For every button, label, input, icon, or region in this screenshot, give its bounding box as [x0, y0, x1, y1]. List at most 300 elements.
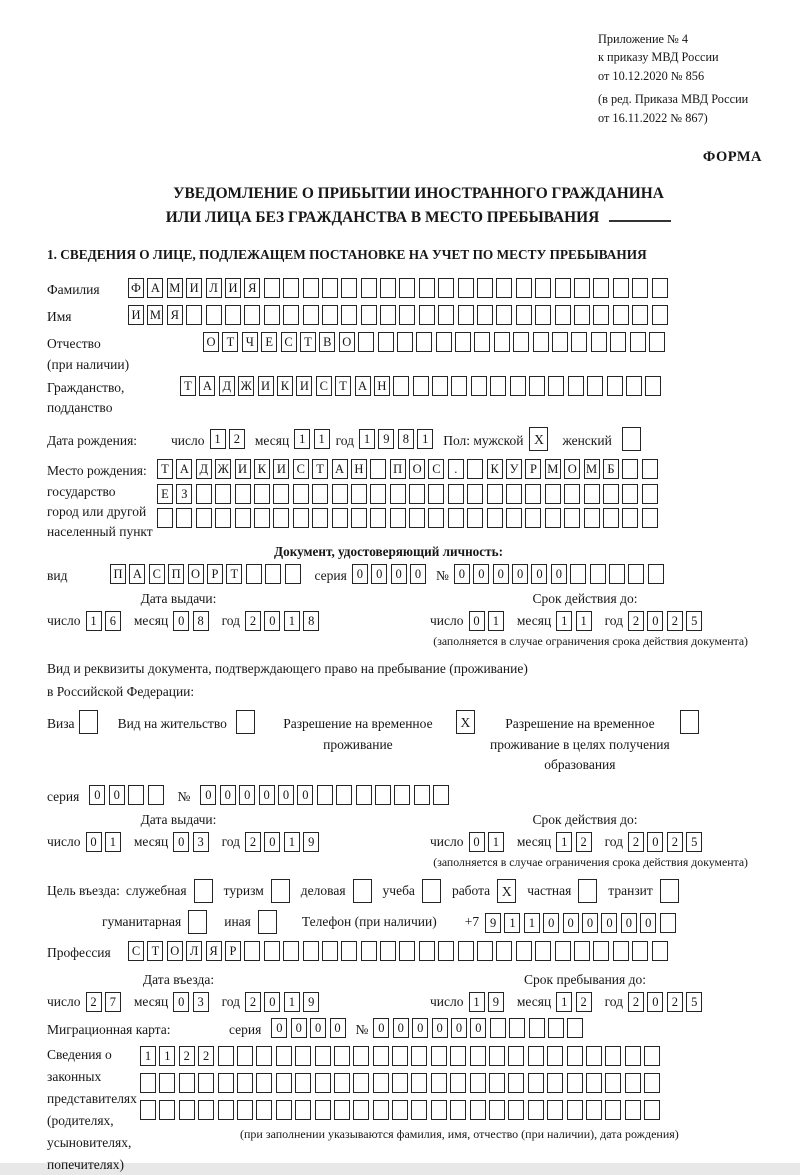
- char-cell[interactable]: [644, 1100, 660, 1120]
- char-cell[interactable]: 1: [105, 832, 121, 852]
- char-cell[interactable]: 9: [485, 913, 501, 933]
- char-cell[interactable]: [392, 1046, 408, 1066]
- char-cell[interactable]: 0: [264, 832, 280, 852]
- char-cell[interactable]: 0: [393, 1018, 409, 1038]
- char-cell[interactable]: [451, 376, 467, 396]
- char-cell[interactable]: [264, 278, 280, 298]
- char-cell[interactable]: [593, 305, 609, 325]
- char-cell[interactable]: 0: [582, 913, 598, 933]
- char-cell[interactable]: 2: [628, 611, 644, 631]
- valid-year-cells[interactable]: [628, 611, 702, 631]
- char-cell[interactable]: 0: [109, 785, 125, 805]
- char-cell[interactable]: Т: [312, 459, 328, 479]
- char-cell[interactable]: [516, 941, 532, 961]
- char-cell[interactable]: 1: [284, 611, 300, 631]
- char-cell[interactable]: [411, 1100, 427, 1120]
- char-cell[interactable]: [332, 508, 348, 528]
- char-cell[interactable]: [283, 941, 299, 961]
- char-cell[interactable]: [529, 1018, 545, 1038]
- char-cell[interactable]: 0: [173, 832, 189, 852]
- char-cell[interactable]: [494, 332, 510, 352]
- char-cell[interactable]: А: [129, 564, 145, 584]
- char-cell[interactable]: О: [339, 332, 355, 352]
- char-cell[interactable]: Д: [219, 376, 235, 396]
- char-cell[interactable]: 1: [140, 1046, 156, 1066]
- char-cell[interactable]: [613, 941, 629, 961]
- char-cell[interactable]: [529, 376, 545, 396]
- sex-male-checkbox[interactable]: [529, 427, 548, 451]
- purpose-transit-checkbox[interactable]: [660, 879, 679, 903]
- char-cell[interactable]: Т: [180, 376, 196, 396]
- char-cell[interactable]: [438, 941, 454, 961]
- char-cell[interactable]: [496, 278, 512, 298]
- profession-cells[interactable]: [128, 941, 668, 961]
- char-cell[interactable]: [605, 1100, 621, 1120]
- char-cell[interactable]: 0: [531, 564, 547, 584]
- char-cell[interactable]: [419, 278, 435, 298]
- representatives-row3-cells[interactable]: [140, 1100, 679, 1120]
- char-cell[interactable]: 1: [284, 992, 300, 1012]
- char-cell[interactable]: [196, 484, 212, 504]
- char-cell[interactable]: [625, 1046, 641, 1066]
- char-cell[interactable]: [574, 305, 590, 325]
- char-cell[interactable]: 0: [239, 785, 255, 805]
- char-cell[interactable]: [587, 376, 603, 396]
- char-cell[interactable]: [416, 332, 432, 352]
- char-cell[interactable]: 0: [391, 564, 407, 584]
- char-cell[interactable]: [652, 941, 668, 961]
- char-cell[interactable]: [564, 508, 580, 528]
- char-cell[interactable]: [256, 1073, 272, 1093]
- char-cell[interactable]: [571, 332, 587, 352]
- char-cell[interactable]: [477, 941, 493, 961]
- char-cell[interactable]: [276, 1100, 292, 1120]
- char-cell[interactable]: [390, 508, 406, 528]
- char-cell[interactable]: 0: [647, 611, 663, 631]
- char-cell[interactable]: С: [149, 564, 165, 584]
- char-cell[interactable]: X: [529, 427, 548, 451]
- char-cell[interactable]: [470, 1073, 486, 1093]
- char-cell[interactable]: [179, 1100, 195, 1120]
- migration-number-cells[interactable]: [373, 1018, 583, 1038]
- edu-permit-checkbox[interactable]: [680, 710, 699, 734]
- char-cell[interactable]: [315, 1046, 331, 1066]
- char-cell[interactable]: [591, 332, 607, 352]
- residence-valid-year-cells[interactable]: [628, 832, 702, 852]
- char-cell[interactable]: И: [225, 278, 241, 298]
- char-cell[interactable]: [438, 305, 454, 325]
- char-cell[interactable]: А: [147, 278, 163, 298]
- char-cell[interactable]: Е: [157, 484, 173, 504]
- char-cell[interactable]: [471, 376, 487, 396]
- patronymic-cells[interactable]: [203, 332, 665, 352]
- char-cell[interactable]: Т: [300, 332, 316, 352]
- char-cell[interactable]: [303, 305, 319, 325]
- char-cell[interactable]: [660, 879, 679, 903]
- char-cell[interactable]: [244, 941, 260, 961]
- char-cell[interactable]: [513, 332, 529, 352]
- char-cell[interactable]: Н: [374, 376, 390, 396]
- char-cell[interactable]: [632, 941, 648, 961]
- char-cell[interactable]: 6: [105, 611, 121, 631]
- birth-place-row1-cells[interactable]: [157, 459, 658, 479]
- char-cell[interactable]: [490, 1018, 506, 1038]
- char-cell[interactable]: 1: [488, 611, 504, 631]
- char-cell[interactable]: [613, 305, 629, 325]
- char-cell[interactable]: [351, 508, 367, 528]
- char-cell[interactable]: А: [355, 376, 371, 396]
- char-cell[interactable]: [380, 278, 396, 298]
- char-cell[interactable]: [525, 508, 541, 528]
- char-cell[interactable]: Т: [157, 459, 173, 479]
- char-cell[interactable]: [626, 376, 642, 396]
- char-cell[interactable]: 8: [193, 611, 209, 631]
- char-cell[interactable]: [276, 1073, 292, 1093]
- migration-series-cells[interactable]: [271, 1018, 345, 1038]
- char-cell[interactable]: [317, 785, 333, 805]
- char-cell[interactable]: [535, 305, 551, 325]
- char-cell[interactable]: [264, 941, 280, 961]
- char-cell[interactable]: [128, 785, 144, 805]
- char-cell[interactable]: [568, 376, 584, 396]
- doc-number-cells[interactable]: [454, 564, 664, 584]
- char-cell[interactable]: [642, 459, 658, 479]
- char-cell[interactable]: [322, 305, 338, 325]
- birth-day-cells[interactable]: [210, 429, 245, 449]
- char-cell[interactable]: [448, 484, 464, 504]
- char-cell[interactable]: 2: [245, 992, 261, 1012]
- char-cell[interactable]: [496, 305, 512, 325]
- char-cell[interactable]: [334, 1100, 350, 1120]
- char-cell[interactable]: [315, 1073, 331, 1093]
- char-cell[interactable]: [467, 508, 483, 528]
- char-cell[interactable]: [477, 305, 493, 325]
- citizenship-cells[interactable]: [180, 376, 661, 396]
- char-cell[interactable]: [361, 305, 377, 325]
- valid-month-cells[interactable]: [556, 611, 591, 631]
- char-cell[interactable]: [570, 564, 586, 584]
- char-cell[interactable]: О: [203, 332, 219, 352]
- char-cell[interactable]: [458, 941, 474, 961]
- char-cell[interactable]: [334, 1073, 350, 1093]
- char-cell[interactable]: 0: [469, 611, 485, 631]
- char-cell[interactable]: [293, 508, 309, 528]
- char-cell[interactable]: [392, 1100, 408, 1120]
- char-cell[interactable]: Я: [167, 305, 183, 325]
- char-cell[interactable]: А: [332, 459, 348, 479]
- char-cell[interactable]: [295, 1100, 311, 1120]
- representatives-row2-cells[interactable]: [140, 1073, 679, 1093]
- char-cell[interactable]: 0: [469, 832, 485, 852]
- char-cell[interactable]: Л: [206, 278, 222, 298]
- char-cell[interactable]: [605, 1073, 621, 1093]
- char-cell[interactable]: 1: [359, 429, 375, 449]
- char-cell[interactable]: 0: [200, 785, 216, 805]
- char-cell[interactable]: Л: [186, 941, 202, 961]
- birth-place-row3-cells[interactable]: [157, 508, 658, 528]
- char-cell[interactable]: [140, 1100, 156, 1120]
- char-cell[interactable]: 0: [621, 913, 637, 933]
- char-cell[interactable]: Я: [206, 941, 222, 961]
- purpose-tourism-checkbox[interactable]: [271, 879, 290, 903]
- char-cell[interactable]: [436, 332, 452, 352]
- char-cell[interactable]: [574, 278, 590, 298]
- char-cell[interactable]: [567, 1046, 583, 1066]
- char-cell[interactable]: 0: [86, 832, 102, 852]
- char-cell[interactable]: Р: [225, 941, 241, 961]
- char-cell[interactable]: [548, 376, 564, 396]
- char-cell[interactable]: 0: [264, 992, 280, 1012]
- char-cell[interactable]: [642, 508, 658, 528]
- char-cell[interactable]: [390, 484, 406, 504]
- char-cell[interactable]: [276, 1046, 292, 1066]
- char-cell[interactable]: С: [428, 459, 444, 479]
- char-cell[interactable]: 1: [86, 611, 102, 631]
- char-cell[interactable]: [373, 1046, 389, 1066]
- char-cell[interactable]: 8: [398, 429, 414, 449]
- residence-permit-checkbox[interactable]: [236, 710, 255, 734]
- char-cell[interactable]: [225, 305, 241, 325]
- char-cell[interactable]: [528, 1046, 544, 1066]
- char-cell[interactable]: [652, 278, 668, 298]
- char-cell[interactable]: [433, 785, 449, 805]
- char-cell[interactable]: [467, 459, 483, 479]
- char-cell[interactable]: [413, 376, 429, 396]
- char-cell[interactable]: И: [296, 376, 312, 396]
- char-cell[interactable]: [567, 1018, 583, 1038]
- char-cell[interactable]: [215, 484, 231, 504]
- char-cell[interactable]: Ф: [128, 278, 144, 298]
- char-cell[interactable]: С: [293, 459, 309, 479]
- char-cell[interactable]: 1: [556, 992, 572, 1012]
- char-cell[interactable]: [680, 710, 699, 734]
- char-cell[interactable]: [411, 1073, 427, 1093]
- char-cell[interactable]: [422, 879, 441, 903]
- char-cell[interactable]: [574, 941, 590, 961]
- char-cell[interactable]: [351, 484, 367, 504]
- char-cell[interactable]: [431, 1073, 447, 1093]
- char-cell[interactable]: [590, 564, 606, 584]
- char-cell[interactable]: [353, 1073, 369, 1093]
- char-cell[interactable]: [545, 484, 561, 504]
- char-cell[interactable]: С: [316, 376, 332, 396]
- char-cell[interactable]: [273, 484, 289, 504]
- char-cell[interactable]: [535, 941, 551, 961]
- char-cell[interactable]: И: [258, 376, 274, 396]
- char-cell[interactable]: [645, 376, 661, 396]
- char-cell[interactable]: 2: [229, 429, 245, 449]
- char-cell[interactable]: [295, 1046, 311, 1066]
- char-cell[interactable]: 0: [647, 832, 663, 852]
- char-cell[interactable]: [254, 508, 270, 528]
- char-cell[interactable]: [159, 1073, 175, 1093]
- residence-valid-month-cells[interactable]: [556, 832, 591, 852]
- char-cell[interactable]: 8: [303, 611, 319, 631]
- char-cell[interactable]: [578, 879, 597, 903]
- char-cell[interactable]: [312, 484, 328, 504]
- char-cell[interactable]: [198, 1100, 214, 1120]
- residence-issued-month-cells[interactable]: [173, 832, 208, 852]
- char-cell[interactable]: [660, 913, 676, 933]
- char-cell[interactable]: 0: [271, 1018, 287, 1038]
- char-cell[interactable]: [593, 278, 609, 298]
- char-cell[interactable]: 9: [303, 992, 319, 1012]
- char-cell[interactable]: 0: [352, 564, 368, 584]
- char-cell[interactable]: [370, 484, 386, 504]
- char-cell[interactable]: [419, 941, 435, 961]
- char-cell[interactable]: [552, 332, 568, 352]
- char-cell[interactable]: Н: [351, 459, 367, 479]
- char-cell[interactable]: 2: [667, 992, 683, 1012]
- char-cell[interactable]: [438, 278, 454, 298]
- char-cell[interactable]: [353, 1046, 369, 1066]
- char-cell[interactable]: [206, 305, 222, 325]
- char-cell[interactable]: [605, 1046, 621, 1066]
- char-cell[interactable]: И: [235, 459, 251, 479]
- char-cell[interactable]: Ч: [242, 332, 258, 352]
- char-cell[interactable]: [254, 484, 270, 504]
- char-cell[interactable]: 1: [284, 832, 300, 852]
- char-cell[interactable]: [283, 278, 299, 298]
- char-cell[interactable]: Ж: [238, 376, 254, 396]
- stay-until-day-cells[interactable]: [469, 992, 504, 1012]
- char-cell[interactable]: [625, 1073, 641, 1093]
- char-cell[interactable]: [586, 1100, 602, 1120]
- char-cell[interactable]: П: [110, 564, 126, 584]
- char-cell[interactable]: 1: [504, 913, 520, 933]
- char-cell[interactable]: [353, 879, 372, 903]
- char-cell[interactable]: Р: [207, 564, 223, 584]
- visa-checkbox[interactable]: [79, 710, 98, 734]
- char-cell[interactable]: [652, 305, 668, 325]
- char-cell[interactable]: [470, 1046, 486, 1066]
- char-cell[interactable]: [431, 1046, 447, 1066]
- char-cell[interactable]: [378, 332, 394, 352]
- char-cell[interactable]: 1: [314, 429, 330, 449]
- char-cell[interactable]: 5: [686, 611, 702, 631]
- char-cell[interactable]: [341, 941, 357, 961]
- char-cell[interactable]: М: [167, 278, 183, 298]
- char-cell[interactable]: Ж: [215, 459, 231, 479]
- char-cell[interactable]: 0: [220, 785, 236, 805]
- char-cell[interactable]: 0: [297, 785, 313, 805]
- char-cell[interactable]: [450, 1100, 466, 1120]
- char-cell[interactable]: 2: [667, 832, 683, 852]
- issued-month-cells[interactable]: [173, 611, 208, 631]
- char-cell[interactable]: [644, 1073, 660, 1093]
- char-cell[interactable]: [477, 278, 493, 298]
- char-cell[interactable]: [567, 1100, 583, 1120]
- char-cell[interactable]: [176, 508, 192, 528]
- char-cell[interactable]: О: [188, 564, 204, 584]
- char-cell[interactable]: [393, 376, 409, 396]
- entry-month-cells[interactable]: [173, 992, 208, 1012]
- char-cell[interactable]: [593, 941, 609, 961]
- char-cell[interactable]: 0: [543, 913, 559, 933]
- char-cell[interactable]: [508, 1046, 524, 1066]
- char-cell[interactable]: 0: [371, 564, 387, 584]
- char-cell[interactable]: Е: [261, 332, 277, 352]
- char-cell[interactable]: [273, 508, 289, 528]
- char-cell[interactable]: А: [199, 376, 215, 396]
- char-cell[interactable]: [632, 278, 648, 298]
- char-cell[interactable]: М: [584, 459, 600, 479]
- valid-day-cells[interactable]: [469, 611, 504, 631]
- char-cell[interactable]: 3: [193, 992, 209, 1012]
- char-cell[interactable]: [458, 305, 474, 325]
- char-cell[interactable]: 9: [303, 832, 319, 852]
- char-cell[interactable]: 2: [245, 611, 261, 631]
- char-cell[interactable]: [586, 1046, 602, 1066]
- char-cell[interactable]: [186, 305, 202, 325]
- char-cell[interactable]: У: [506, 459, 522, 479]
- char-cell[interactable]: [455, 332, 471, 352]
- purpose-study-checkbox[interactable]: [422, 879, 441, 903]
- char-cell[interactable]: 1: [556, 832, 572, 852]
- char-cell[interactable]: [341, 305, 357, 325]
- char-cell[interactable]: [632, 305, 648, 325]
- char-cell[interactable]: [516, 278, 532, 298]
- char-cell[interactable]: [644, 1046, 660, 1066]
- char-cell[interactable]: [265, 564, 281, 584]
- char-cell[interactable]: [470, 1100, 486, 1120]
- char-cell[interactable]: [555, 305, 571, 325]
- char-cell[interactable]: [312, 508, 328, 528]
- char-cell[interactable]: Т: [226, 564, 242, 584]
- char-cell[interactable]: [603, 508, 619, 528]
- char-cell[interactable]: Б: [603, 459, 619, 479]
- char-cell[interactable]: [555, 941, 571, 961]
- char-cell[interactable]: 1: [556, 611, 572, 631]
- char-cell[interactable]: 3: [193, 832, 209, 852]
- char-cell[interactable]: [79, 710, 98, 734]
- char-cell[interactable]: 5: [686, 832, 702, 852]
- char-cell[interactable]: [370, 508, 386, 528]
- char-cell[interactable]: [528, 1100, 544, 1120]
- residence-series-cells[interactable]: [89, 785, 163, 805]
- char-cell[interactable]: 9: [488, 992, 504, 1012]
- char-cell[interactable]: [547, 1100, 563, 1120]
- char-cell[interactable]: 2: [667, 611, 683, 631]
- char-cell[interactable]: [157, 508, 173, 528]
- char-cell[interactable]: [409, 484, 425, 504]
- residence-issued-day-cells[interactable]: [86, 832, 121, 852]
- char-cell[interactable]: [489, 1073, 505, 1093]
- char-cell[interactable]: [409, 508, 425, 528]
- char-cell[interactable]: О: [409, 459, 425, 479]
- char-cell[interactable]: [496, 941, 512, 961]
- stay-until-month-cells[interactable]: [556, 992, 591, 1012]
- char-cell[interactable]: 2: [86, 992, 102, 1012]
- char-cell[interactable]: 0: [264, 611, 280, 631]
- char-cell[interactable]: [392, 1073, 408, 1093]
- char-cell[interactable]: П: [390, 459, 406, 479]
- char-cell[interactable]: [613, 278, 629, 298]
- issued-year-cells[interactable]: [245, 611, 319, 631]
- char-cell[interactable]: [547, 1073, 563, 1093]
- char-cell[interactable]: И: [273, 459, 289, 479]
- char-cell[interactable]: 9: [378, 429, 394, 449]
- char-cell[interactable]: [419, 305, 435, 325]
- char-cell[interactable]: [271, 879, 290, 903]
- char-cell[interactable]: X: [497, 879, 516, 903]
- char-cell[interactable]: [256, 1100, 272, 1120]
- char-cell[interactable]: [431, 1100, 447, 1120]
- char-cell[interactable]: [370, 459, 386, 479]
- char-cell[interactable]: [295, 1073, 311, 1093]
- purpose-private-checkbox[interactable]: [578, 879, 597, 903]
- char-cell[interactable]: [508, 1100, 524, 1120]
